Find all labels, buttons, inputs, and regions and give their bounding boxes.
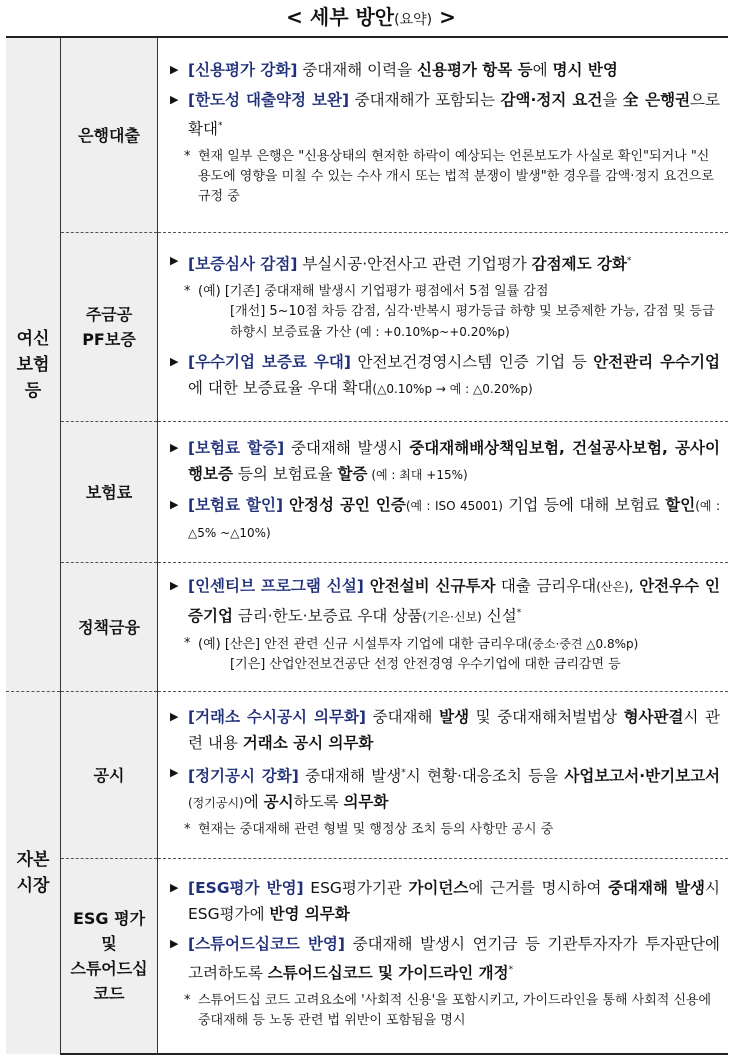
bullet-arrow-icon: ▶ — [170, 578, 179, 592]
row-label: 보험료 — [61, 422, 158, 563]
row-label: 주금공 PF보증 — [61, 233, 158, 422]
bullet-arrow-icon: ▶ — [170, 709, 179, 723]
footnote: [개선] 5~10점 차등 감점, 심각·반복시 평가등급 하향 및 보증제한 가능, 감점 및 등급하향시 보증료율 가산 (예 : +0.10%p~+0.20%p) — [230, 303, 715, 340]
footnote: * (예) [기존] 중대재해 발생시 기업평가 평점에서 5점 일률 감점 — [184, 283, 549, 299]
list-item: ▶ [정기공시 강화] 중대재해 발생*시 현황·대응조치 등을 사업보고서·반기보고서(정기공시)에 공시하도록 의무화 — [170, 760, 720, 816]
row-label: 공시 — [61, 692, 158, 859]
footnote: [기은] 산업안전보건공단 선정 안전경영 우수기업에 대한 금리감면 등 — [230, 657, 621, 673]
list-item: ▶ [인센티브 프로그램 신설] 안전설비 신규투자 대출 금리우대(산은), 안전우수 인증기업 금리·한도·보증료 우대 상품(기은·신보) 신설* — [170, 573, 720, 630]
table-row — [6, 233, 728, 422]
bullet-arrow-icon: ▶ — [170, 63, 179, 77]
footnote: * 현재는 중대재해 관련 형벌 및 행정상 조치 등의 사항만 공시 중 — [184, 822, 554, 838]
bullet-arrow-icon: ▶ — [170, 765, 179, 779]
list-item: ▶ [우수기업 보증료 우대] 안전보건경영시스템 인증 기업 등 안전관리 우수기업에 대한 보증료율 우대 확대(△0.10%p → 예 : △0.20%p) — [170, 349, 720, 402]
footnote: * 현재 일부 은행은 "신용상태의 현저한 하락이 예상되는 언론보도가 사실로 확인"되거나 "신용도에 영향을 미칠 수 있는 수사 개시 또는 법적 분쟁이 발생"한 경우를 감액·정지 요건으로 규정 중 — [184, 148, 714, 204]
footnote: * 스튜어드십 코드 고려요소에 '사회적 신용'을 포함시키고, 가이드라인을 통해 사회적 신용에 중대재해 등 노동 관련 법 위반이 포함됨을 명시 — [184, 992, 712, 1028]
bullet-arrow-icon: ▶ — [170, 881, 179, 895]
table-row — [6, 37, 728, 233]
table-row — [6, 563, 728, 692]
table-row — [6, 859, 728, 1055]
row-label: 은행대출 — [61, 37, 158, 233]
bullet-arrow-icon: ▶ — [170, 93, 179, 107]
row-label: ESG 평가 및 스튜어드십 코드 — [61, 859, 158, 1055]
bullet-arrow-icon: ▶ — [170, 254, 179, 268]
list-item: ▶ [보험료 할인] 안정성 공인 인증(예 : ISO 45001) 기업 등에 대해 보험료 할인(예 : △5% ~△10%) — [170, 492, 720, 546]
footnote: * (예) [산은] 안전 관련 신규 시설투자 기업에 대한 금리우대(중소·중견 △0.8%p) — [184, 636, 639, 653]
table-row — [6, 422, 728, 563]
page-title: < 세부 방안(요약) > — [286, 5, 456, 29]
list-item: ▶ [신용평가 강화] 중대재해 이력을 신용평가 항목 등에 명시 반영 — [170, 57, 720, 83]
bullet-arrow-icon: ▶ — [170, 497, 179, 511]
bullet-arrow-icon: ▶ — [170, 937, 179, 951]
bullet-arrow-icon: ▶ — [170, 440, 179, 454]
list-item: ▶ [스튜어드십코드 반영] 중대재해 발생시 연기금 등 기관투자자가 투자판단에 고려하도록 스튜어드십코드 및 가이드라인 개정* — [170, 931, 720, 986]
group-label-capital: 자본 시장 — [6, 692, 61, 1055]
bullet-arrow-icon: ▶ — [170, 354, 179, 368]
plan-table — [6, 36, 728, 1055]
list-item: ▶ [한도성 대출약정 보완] 중대재해가 포함되는 감액·정지 요건을 全 은행권으로 확대* — [170, 87, 720, 142]
list-item: ▶ [거래소 수시공시 의무화] 중대재해 발생 및 중대재해처벌법상 형사판결시 관련 내용 거래소 공시 의무화 — [170, 704, 720, 756]
row-label: 정책금융 — [61, 563, 158, 692]
table-row — [6, 692, 728, 859]
list-item: ▶ [ESG평가 반영] ESG평가기관 가이던스에 근거를 명시하여 중대재해 발생시 ESG평가에 반영 의무화 — [170, 875, 720, 927]
list-item: ▶ [보험료 할증] 중대재해 발생시 중대재해배상책임보험, 건설공사보험, 공사이행보증 등의 보험료율 할증 (예 : 최대 +15%) — [170, 435, 720, 488]
list-item: ▶ [보증심사 감점] 부실시공·안전사고 관련 기업평가 감점제도 강화* — [170, 248, 720, 277]
group-label-insurance: 여신 보험 등 — [6, 37, 61, 692]
